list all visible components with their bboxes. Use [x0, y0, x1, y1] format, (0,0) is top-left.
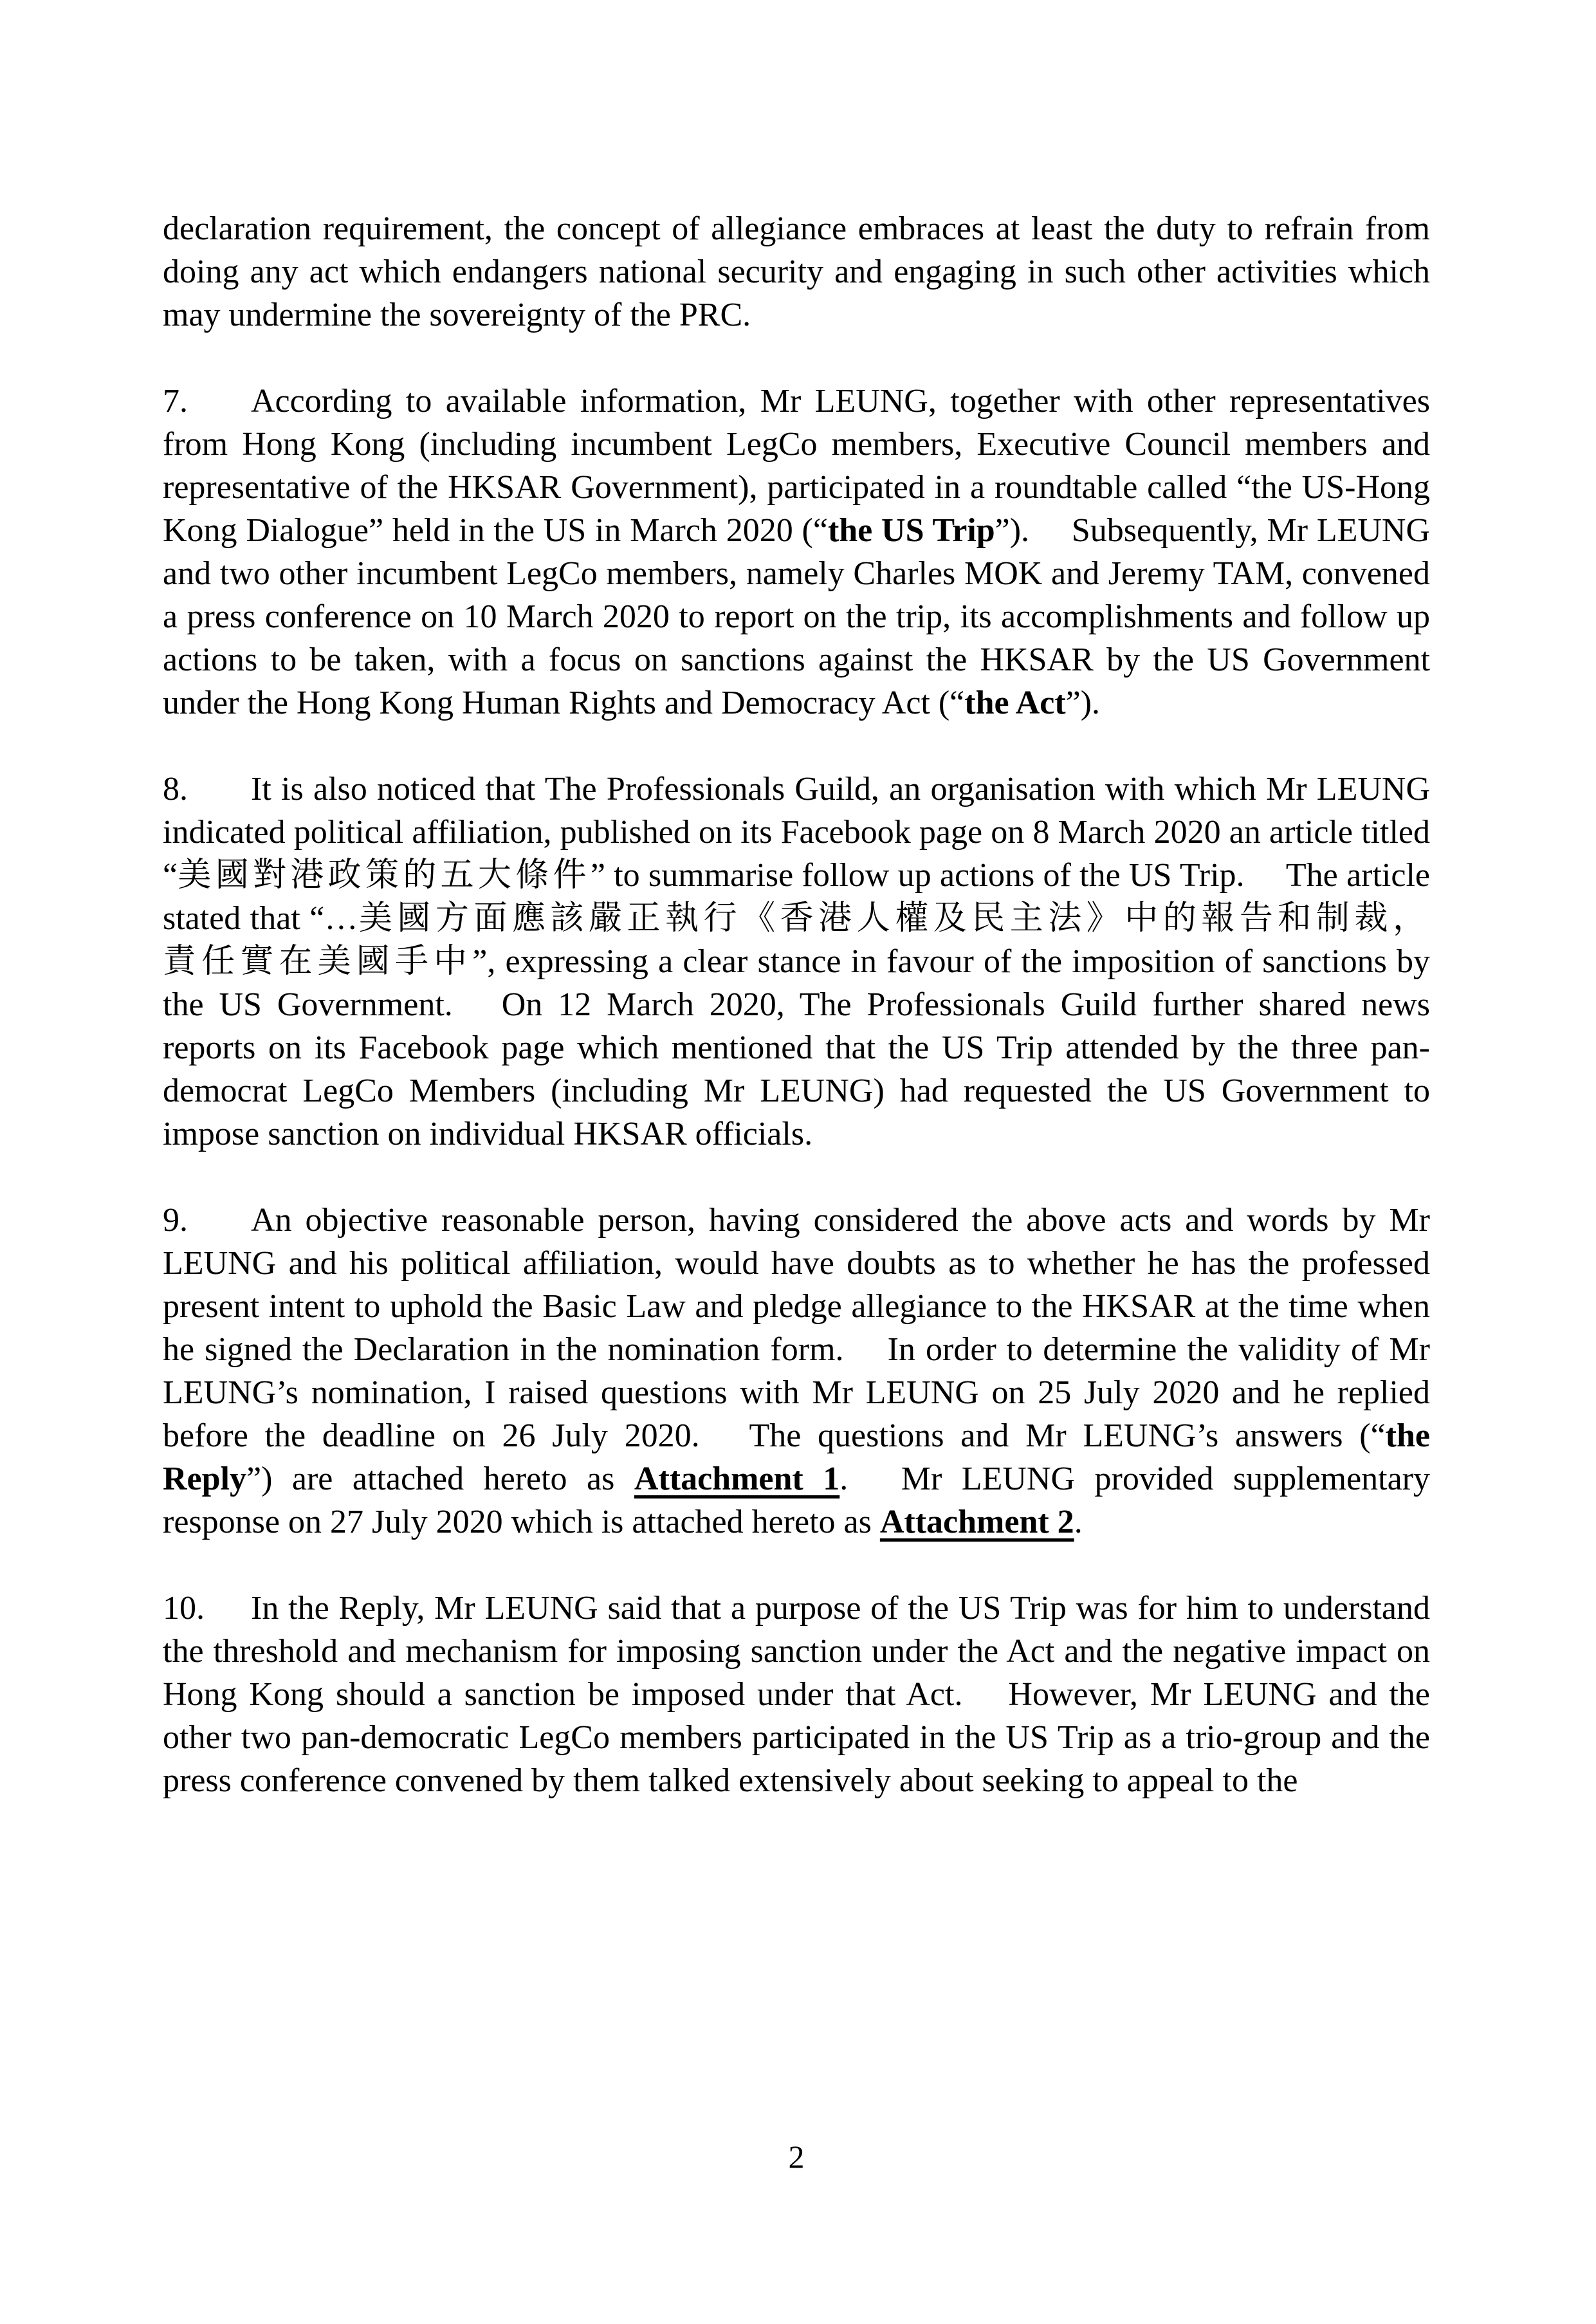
defined-term: the Reply: [163, 1417, 1430, 1497]
text-run: ”) are attached hereto as: [246, 1461, 634, 1497]
text-run: ”).: [1065, 685, 1101, 721]
text-run: ”). Subsequently, Mr LEUNG and two other incumbent LegCo members, namely Charles MOK and Jeremy TAM, convened a press conference on 10 March 2020 to report on the trip, its accomplishments and follow up actions to be taken, with a focus on sanctions against the HKSAR by the US Government under the Hong Kong Human Rights and Democracy Act (“: [163, 512, 1431, 721]
defined-term: Attachment 2: [879, 1504, 1074, 1540]
paragraph-number: 10.: [163, 1590, 205, 1627]
text-run: It is also noticed that The Professionals Guild, an organisation with which Mr LEUNG indicated political affiliation, published on its Facebook page on 8 March 2020 an article titled “: [163, 771, 1430, 894]
text-run: declaration requirement, the concept of allegiance embraces at least the duty to refrain from doing any act which endangers national security and engaging in such other activities which may undermine the sovereignty of the PRC.: [163, 210, 1430, 333]
text-run: In the Reply, Mr LEUNG said that a purpose of the US Trip was for him to understand the threshold and mechanism for imposing sanction under the Act and the negative impact on Hong Kong should a sanction be imposed under that Act. However, Mr LEUNG and the other two pan-democratic LegCo members participated in the US Trip as a trio-group and the press conference convened by them talked extensively about seeking to appeal to the: [163, 1590, 1430, 1799]
defined-term: Attachment 1: [634, 1461, 840, 1497]
document-body: [163, 207, 1430, 1802]
text-run: ” to summarise follow up actions of the US Trip. The article stated that “…: [163, 857, 1430, 937]
defined-term: the Act: [964, 685, 1066, 721]
page-number: 2: [788, 2139, 805, 2175]
text-run: ”, expressing a clear stance in favour of the imposition of sanctions by the US Government. On 12 March 2020, The Professionals Guild further shared news reports on its Facebook page which mentioned that the US Trip attended by the three pan-democrat LegCo Members (including Mr LEUNG) had requested the US Government to impose sanction on individual HKSAR officials.: [163, 943, 1430, 1152]
text-run: An objective reasonable person, having considered the above acts and words by Mr LEUNG and his political affiliation, would have doubts as to whether he has the professed present intent to uphold the Basic Law and pledge allegiance to the HKSAR at the time when he signed the Declaration in the nomination form. In order to determine the validity of Mr LEUNG’s nomination, I raised questions with Mr LEUNG on 25 July 2020 and he replied before the deadline on 26 July 2020. The questions and Mr LEUNG’s answers (“: [163, 1202, 1430, 1454]
text-run: . Mr LEUNG provided supplementary response on 27 July 2020 which is attached hereto as: [163, 1461, 1431, 1540]
paragraph-number: 7.: [163, 383, 188, 420]
paragraph: [163, 768, 1430, 1156]
text-run: .: [1074, 1504, 1083, 1540]
paragraph: [163, 380, 1430, 724]
paragraph-number: 9.: [163, 1202, 188, 1239]
text-run: According to available information, Mr LEUNG, together with other representatives from Hong Kong (including incumbent LegCo members, Executive Council members and representative of the HKSAR Government), participated in a roundtable called “the US-Hong Kong Dialogue” held in the US in March 2020 (“: [163, 383, 1430, 549]
defined-term: the US Trip: [827, 512, 995, 549]
paragraph-number: 8.: [163, 771, 188, 807]
chinese-text-run: 美國對港政策的五大條件: [178, 857, 591, 894]
chinese-text-run: 美國方面應該嚴正執行《香港人權及民主法》中的報告和制裁，責任實在美國手中: [163, 900, 1430, 980]
paragraph: [163, 1199, 1430, 1544]
paragraph: [163, 207, 1430, 337]
paragraph: [163, 1587, 1430, 1802]
